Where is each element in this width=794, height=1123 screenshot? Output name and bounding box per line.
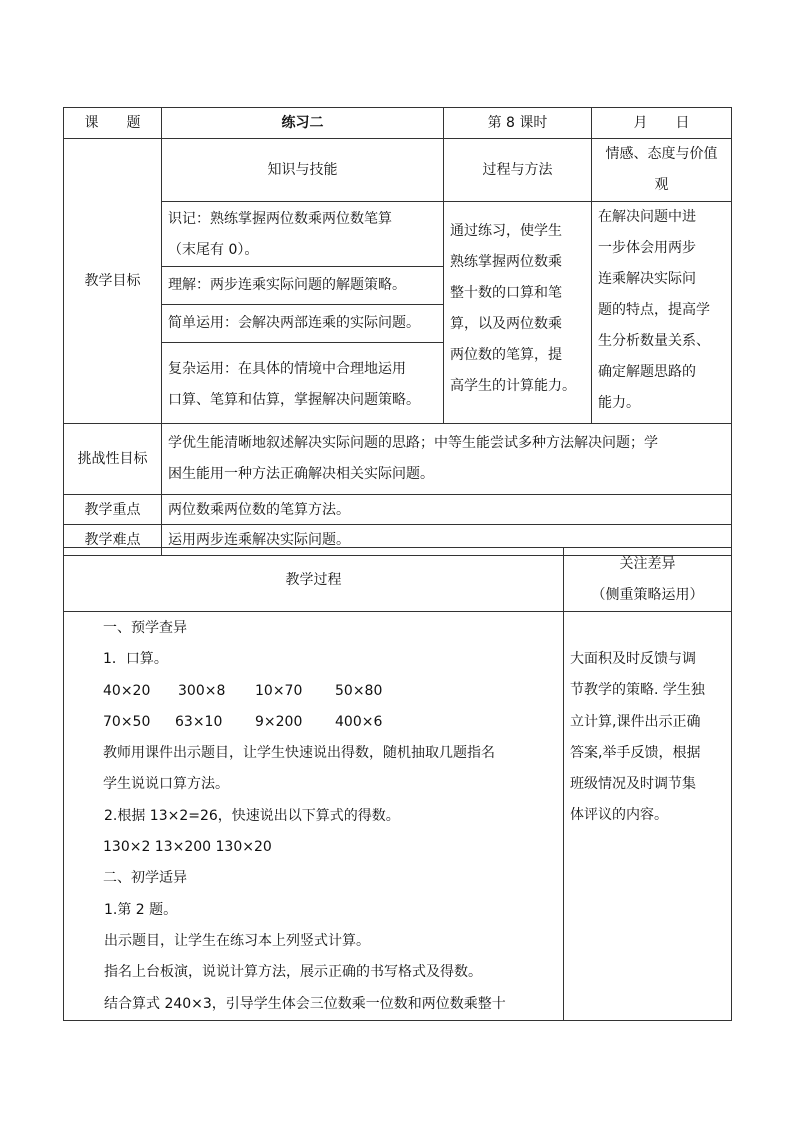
lesson-number: 第 8 课时 [444,108,592,139]
key-point-text: 两位数乘两位数的笔算方法。 [162,495,732,525]
item-quick-answer: 2.根据 13×2=26，快速说出以下算式的得数。 [104,807,400,824]
knowledge-item-understand: 理解：两步连乘实际问题的解题策略。 [162,266,443,304]
item-mental-calc: 1．口算。 [103,651,168,668]
strategy-note-cell: 大面积及时反馈与调 节教学的策略. 学生独 立计算,课件出示正确 答案,举手反馈，根据 班级情况及时调节集 体评议的内容。 [564,612,732,1021]
difference-header: 关注差异 （侧重策略运用） [564,548,732,612]
key-point-label: 教学重点 [64,495,162,525]
process-step-3: 结合算式 240×3，引导学生体会三位数乘一位数和两位数乘整十 [104,995,506,1012]
calc-row-3: 130×2 13×200 130×20 [103,839,272,856]
teacher-note-line-2: 学生说说口算方法。 [103,776,229,793]
goals-header-row [64,139,732,202]
knowledge-item-simple: 简单运用：会解决两部连乘的实际问题。 [162,304,443,342]
item-question-2: 1.第 2 题。 [104,901,178,918]
calc-row-2: 70×50 63×10 9×200 400×6 [103,713,383,730]
goals-col-process: 过程与方法 [444,139,592,202]
challenge-text: 学优生能清晰地叙述解决实际问题的思路；中等生能尝试多种方法解决问题；学 困生能用一种方法正确解决相关实际问题。 [162,424,732,495]
goals-col-knowledge: 知识与技能 [162,139,444,202]
process-header-row [64,548,732,612]
process-method-cell: 通过练习，使学生 熟练掌握两位数乘 整十数的口算和笔 算，以及两位数乘 两位数的笔算，提 高学生的计算能力。 [444,202,592,424]
knowledge-item-complex: 复杂运用：在具体的情境中合理地运用 口算、笔算和估算，掌握解决问题策略。 [162,342,443,420]
process-step-1: 出示题目，让学生在练习本上列竖式计算。 [104,932,370,949]
emotion-cell: 在解决问题中进 一步体会用两步 连乘解决实际问 题的特点，提高学 生分析数量关系、 确定解题思路的 能力。 [592,202,732,424]
process-title: 教学过程 [64,548,564,612]
process-table [63,547,732,1021]
difficulty-text: 运用两步连乘解决实际问题。 [162,525,732,556]
goals-content-row [64,202,732,424]
section-initial-learn: 二、初学适异 [103,870,187,887]
date-field: 月 日 [592,108,732,139]
topic-value: 练习二 [162,108,444,139]
goals-col-emotion: 情感、态度与价值 观 [592,139,732,202]
topic-label: 课 题 [64,108,162,139]
key-point-row [64,495,732,525]
goals-label: 教学目标 [64,139,162,424]
header-row [64,108,732,139]
challenge-row [64,424,732,495]
knowledge-cell [162,202,444,424]
difficulty-label: 教学难点 [64,525,162,556]
process-step-2: 指名上台板演，说说计算方法，展示正确的书写格式及得数。 [104,964,482,981]
teacher-note-line-1: 教师用课件出示题目，让学生快速说出得数，随机抽取几题指名 [103,745,495,762]
process-content-row [64,612,732,1021]
knowledge-item-recall: 识记：熟练掌握两位数乘两位数笔算 （末尾有 0）。 [168,211,392,258]
process-cell [64,612,564,1021]
challenge-label: 挑战性目标 [64,424,162,495]
calc-row-1: 40×20 300×8 10×70 50×80 [103,682,383,699]
lesson-info-table [63,107,732,556]
section-prelearn: 一、预学查异 [103,620,187,636]
